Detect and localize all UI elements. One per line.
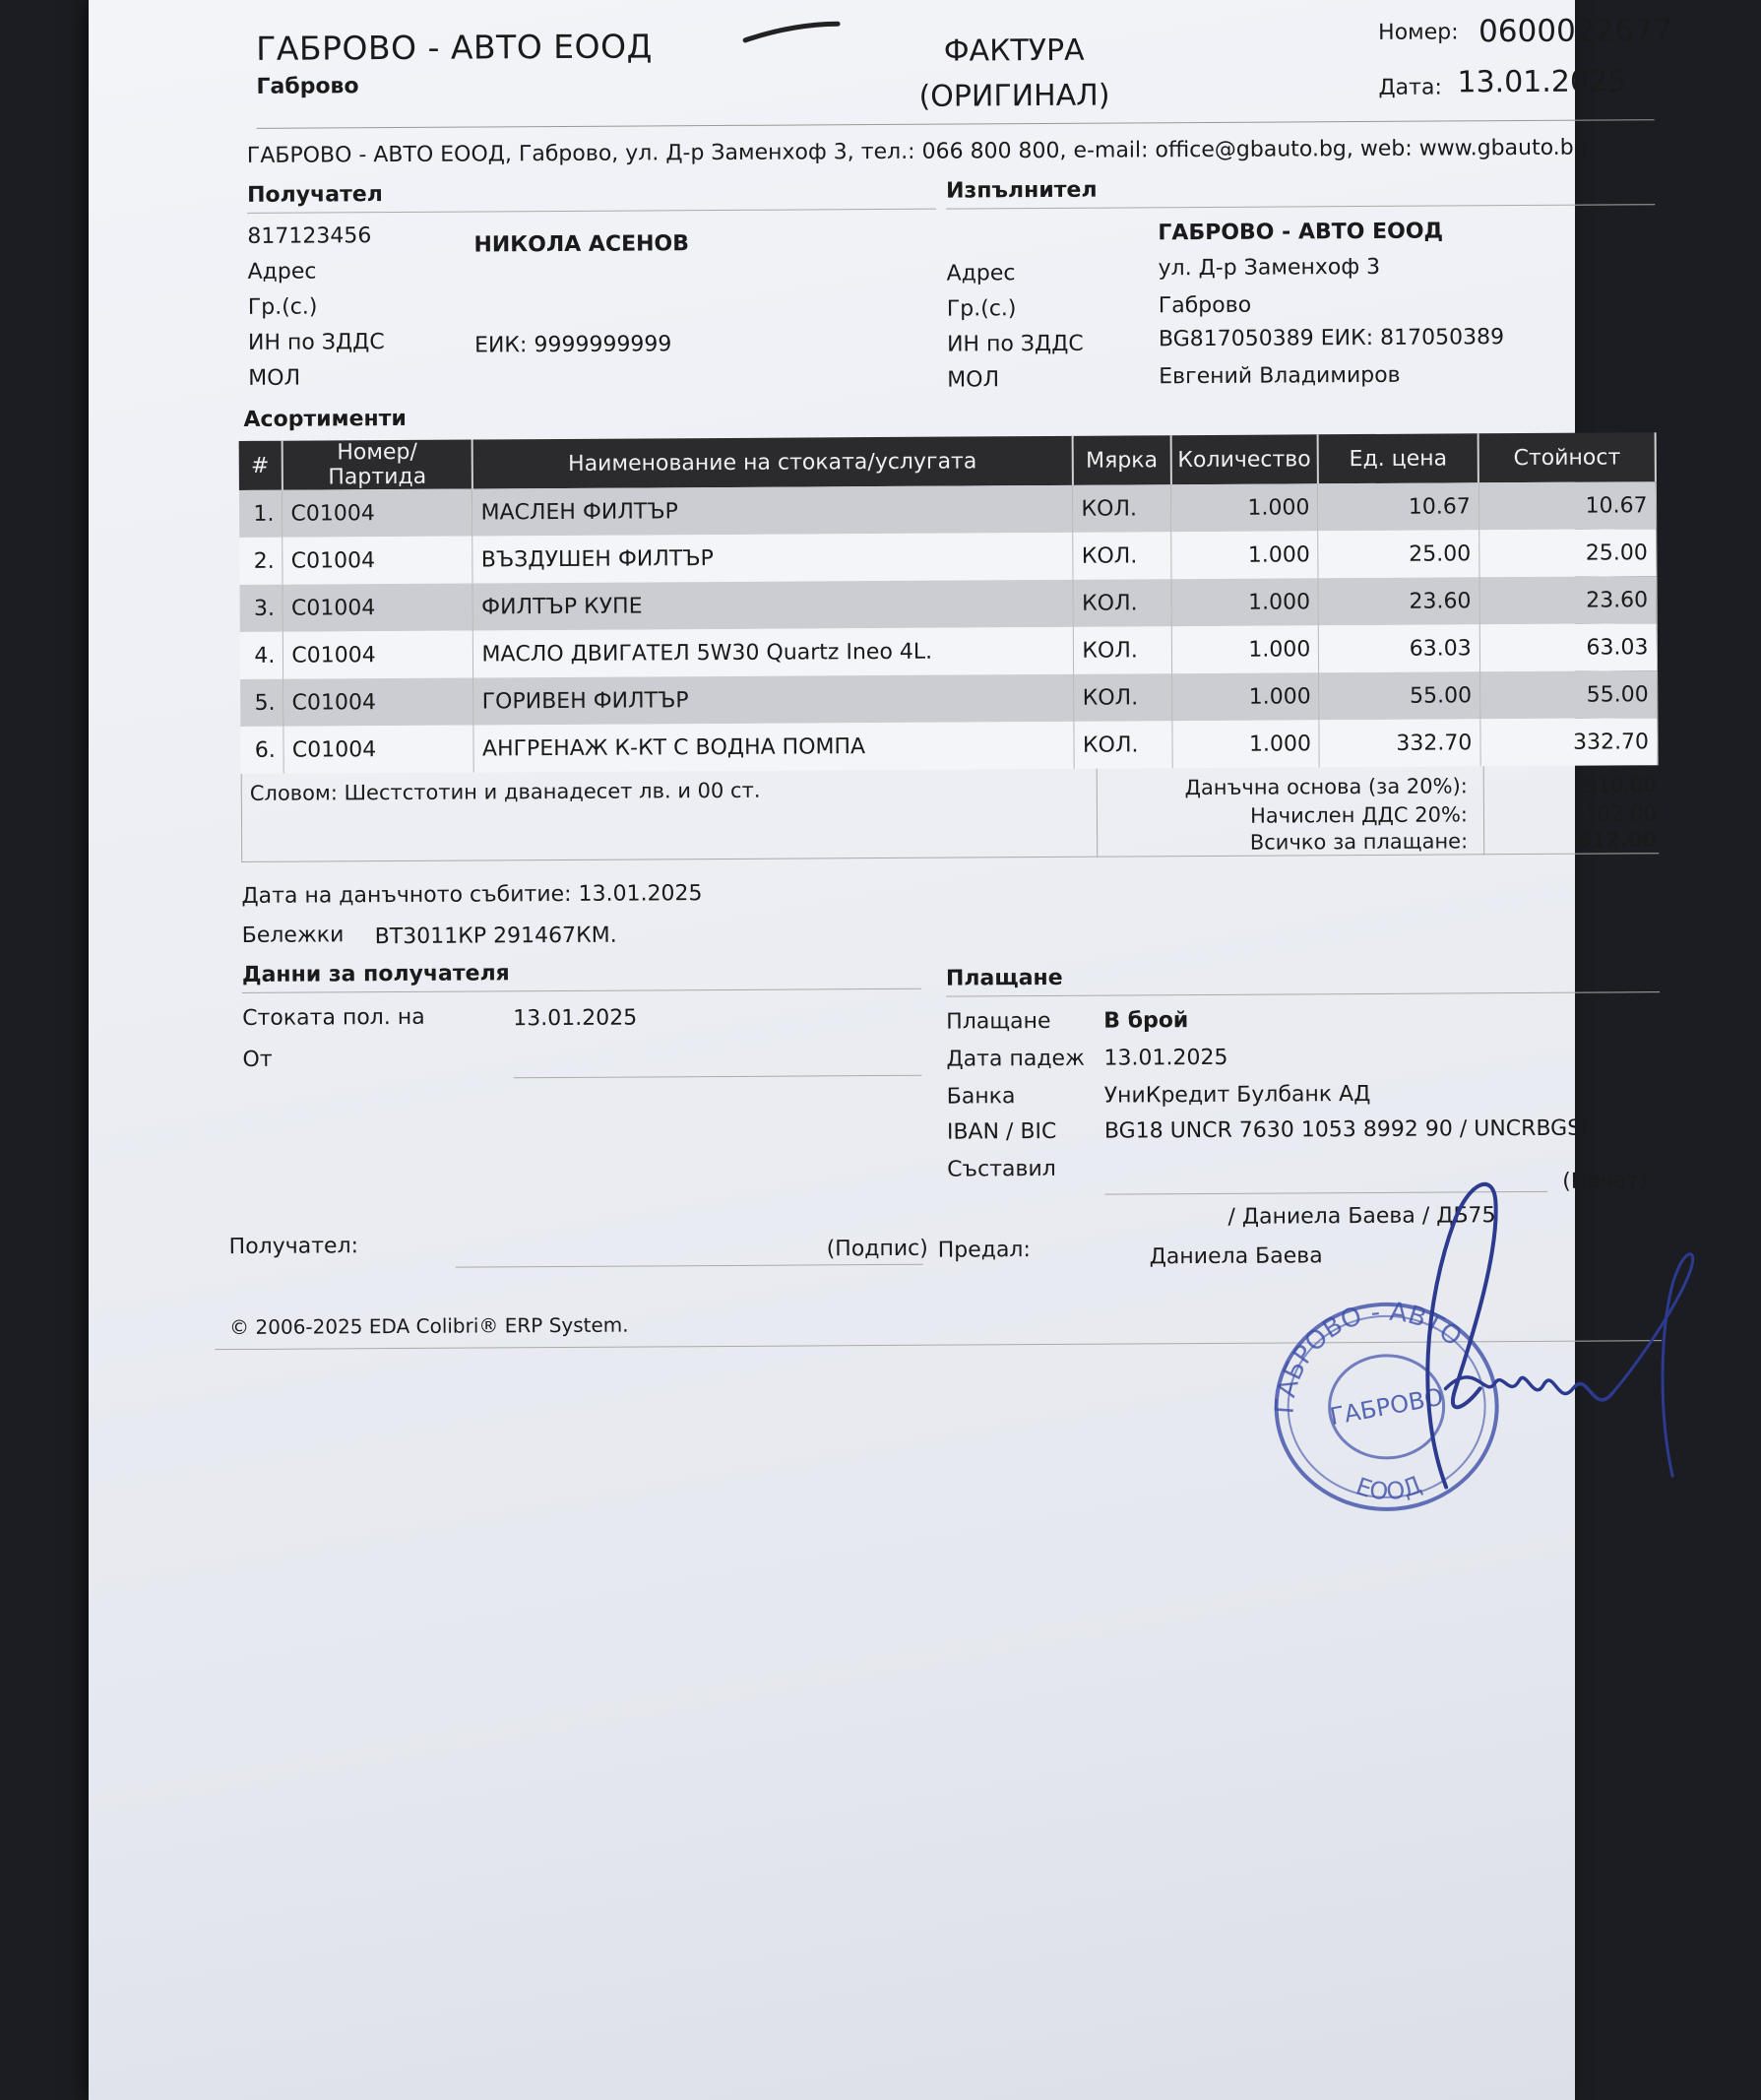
bank-label: Банка [946, 1084, 1016, 1110]
col-code: Номер/Партида [282, 440, 472, 490]
notes-value: ВТ3011КР 291467КМ. [374, 923, 617, 950]
row-total: 25.00 [1478, 529, 1656, 577]
recipient-title: Получател [247, 182, 383, 208]
payment-title: Плащане [945, 965, 1063, 991]
row-number: 1. [239, 490, 283, 538]
pen-mark [743, 20, 842, 44]
row-price: 10.67 [1318, 482, 1479, 531]
row-code: C01004 [283, 489, 472, 538]
recipient-city-label: Гр.(с.) [247, 294, 318, 320]
from-label: От [242, 1047, 273, 1072]
supplier-mol-label: МОЛ [947, 367, 1000, 393]
row-name: МАСЛО ДВИГАТЕЛ 5W30 Quartz Ineo 4L. [473, 627, 1074, 678]
supplier-vat: BG817050389 ЕИК: 817050389 [1158, 325, 1505, 352]
recipient-rule [247, 209, 936, 214]
notes-label: Бележки [241, 923, 345, 948]
row-total: 10.67 [1478, 481, 1656, 530]
row-total: 23.60 [1479, 576, 1657, 624]
invoice-number: 0600022677 [1478, 13, 1673, 50]
row-code: C01004 [283, 678, 473, 727]
due-date-label: Дата падеж [946, 1046, 1085, 1072]
composed-by-name: / Даниела Баева / ДБ75 [1227, 1203, 1496, 1230]
row-qty: 1.000 [1172, 672, 1320, 721]
row-qty: 1.000 [1171, 625, 1319, 673]
row-code: C01004 [283, 726, 473, 774]
supplier-city: Габрово [1158, 292, 1252, 319]
row-number: 2. [239, 538, 283, 585]
items-header-row [239, 432, 1656, 490]
company-name: ГАБРОВО - АВТО ЕООД [256, 27, 653, 68]
recipient-name: НИКОЛА АСЕНОВ [473, 231, 690, 258]
row-number: 3. [240, 585, 283, 632]
received-on-label: Стоката пол. на [242, 1004, 425, 1031]
row-price: 55.00 [1319, 671, 1480, 720]
table-row [240, 576, 1657, 632]
document-title-main: ФАКТУРА [943, 32, 1085, 69]
row-unit: КОЛ. [1073, 484, 1171, 533]
row-unit: КОЛ. [1074, 673, 1172, 722]
items-title: Асортименти [243, 406, 407, 432]
handed-by-label: Предал: [937, 1238, 1031, 1263]
supplier-address-label: Адрес [946, 261, 1016, 286]
supplier-rule [946, 204, 1655, 209]
row-name: АНГРЕНАЖ К-КТ С ВОДНА ПОМПА [473, 722, 1074, 773]
col-number: # [239, 441, 283, 490]
stamp-center-text: ГАБРОВО [1327, 1382, 1446, 1432]
items-table [239, 432, 1659, 774]
recipient-eik: ЕИК: 9999999999 [473, 332, 672, 358]
recipient-signature-line [456, 1264, 923, 1268]
invoice-date: 13.01.2025 [1457, 64, 1627, 100]
row-qty: 1.000 [1171, 578, 1319, 626]
supplier-title: Изпълнител [946, 177, 1098, 204]
supplier-address: ул. Д-р Заменхоф 3 [1158, 254, 1381, 282]
row-unit: КОЛ. [1073, 532, 1171, 580]
payment-method: В брой [1103, 1008, 1189, 1034]
company-city: Габрово [256, 74, 359, 99]
due-date: 13.01.2025 [1103, 1045, 1228, 1071]
row-code: C01004 [283, 631, 473, 679]
sign-label: (Подпис) [826, 1236, 928, 1262]
recipient-signature-label: Получател: [228, 1234, 359, 1260]
from-line [514, 1075, 922, 1079]
row-name: ФИЛТЪР КУПЕ [472, 580, 1073, 631]
recipient-vat-label: ИН по ЗДДС [247, 330, 385, 355]
bank-name: УниКредит Булбанк АД [1103, 1081, 1371, 1109]
col-name: Наименование на стоката/услугата [472, 436, 1073, 489]
composed-by-label: Съставил [947, 1156, 1056, 1182]
row-unit: КОЛ. [1074, 721, 1172, 769]
table-row [240, 623, 1657, 679]
row-price: 23.60 [1318, 577, 1479, 625]
row-number: 5. [240, 679, 283, 727]
row-qty: 1.000 [1171, 531, 1319, 579]
recipient-id: 817123456 [247, 223, 372, 249]
row-total: 332.70 [1480, 718, 1658, 766]
invoice-sheet [228, 9, 1673, 1506]
vat-value: 102.00 [1584, 801, 1658, 826]
col-price: Ед. цена [1318, 433, 1479, 483]
row-name: ГОРИВЕН ФИЛТЪР [473, 674, 1074, 726]
tax-base-row [1098, 773, 1661, 800]
iban-label: IBAN / BIC [946, 1118, 1057, 1145]
row-code: C01004 [283, 584, 472, 632]
vat-row [1098, 801, 1661, 828]
handed-by-name: Даниела Баева [1149, 1243, 1323, 1270]
stamp-label: (Печат) [1562, 1169, 1648, 1194]
grand-total-value: 612.00 [1577, 828, 1658, 853]
totals-divider [1483, 766, 1485, 855]
col-total: Стойност [1478, 432, 1656, 482]
recipient-address-label: Адрес [247, 259, 317, 285]
row-number: 4. [240, 632, 283, 679]
document-title [866, 28, 1163, 120]
payment-rule [946, 991, 1660, 996]
document-title-sub: (ОРИГИНАЛ) [918, 78, 1110, 114]
stamp-top-text: ГАБРОВО - АВТО [1270, 1297, 1468, 1416]
row-price: 63.03 [1319, 624, 1480, 672]
row-price: 332.70 [1319, 719, 1480, 767]
totals-block [241, 765, 1660, 862]
table-row [240, 670, 1657, 727]
col-unit: Мярка [1073, 435, 1171, 485]
invoice-paper [89, 0, 1673, 2100]
tax-event-date: Дата на данъчното събитие: 13.01.2025 [241, 881, 703, 909]
invoice-date-label: Дата: [1378, 75, 1442, 100]
row-price: 25.00 [1318, 530, 1479, 578]
row-qty: 1.000 [1172, 720, 1320, 768]
header-rule [257, 119, 1655, 129]
iban-value: BG18 UNCR 7630 1053 8992 90 / UNCRBGSF [1103, 1115, 1594, 1144]
row-total: 55.00 [1479, 670, 1657, 719]
payment-method-label: Плащане [946, 1008, 1051, 1035]
vat-label: Начислен ДДС 20%: [1249, 802, 1469, 828]
grand-total-label: Всичко за плащане: [1249, 829, 1469, 855]
row-unit: КОЛ. [1073, 579, 1171, 627]
supplier-name: ГАБРОВО - АВТО ЕООД [1158, 219, 1444, 246]
row-name: ВЪЗДУШЕН ФИЛТЪР [472, 533, 1073, 584]
receiver-data-rule [242, 988, 921, 993]
table-row [240, 718, 1657, 774]
supplier-city-label: Гр.(с.) [946, 296, 1017, 322]
invoice-number-label: Номер: [1378, 20, 1459, 45]
row-number: 6. [240, 727, 283, 774]
received-on-value: 13.01.2025 [513, 1005, 638, 1032]
stamp-bottom-path: ЕООД [1352, 1470, 1425, 1506]
col-qty: Количество [1170, 434, 1318, 484]
row-total: 63.03 [1479, 623, 1657, 671]
amount-in-words: Словом: Шестстотин и дванадесет лв. и 00 ст. [249, 778, 761, 805]
handwritten-signature [1385, 1161, 1761, 1517]
items-table-wrap [239, 432, 1660, 862]
supplier-vat-label: ИН по ЗДДС [946, 331, 1084, 357]
table-row [239, 529, 1656, 585]
receiver-data-title: Данни за получателя [241, 961, 510, 987]
recipient-mol-label: МОЛ [248, 365, 301, 391]
row-name: МАСЛЕН ФИЛТЪР [472, 485, 1073, 537]
table-row [239, 481, 1656, 538]
row-qty: 1.000 [1171, 483, 1319, 532]
supplier-mol: Евгений Владимиров [1159, 362, 1401, 390]
totals-box [1097, 765, 1661, 857]
company-address-line: ГАБРОВО - АВТО ЕООД, Габрово, ул. Д-р Заменхоф 3, тел.: 066 800 800, e-mail: office@gbauto.bg, web: www.gbauto.bg [246, 135, 1588, 168]
grand-total-row [1098, 828, 1661, 855]
footer-copyright: © 2006-2025 EDA Colibri® ERP System. [229, 1312, 629, 1340]
tax-base-label: Данъчна основа (за 20%): [1184, 774, 1468, 800]
row-unit: КОЛ. [1074, 626, 1172, 674]
row-code: C01004 [283, 537, 472, 585]
tax-base-value: 510.00 [1584, 773, 1657, 797]
